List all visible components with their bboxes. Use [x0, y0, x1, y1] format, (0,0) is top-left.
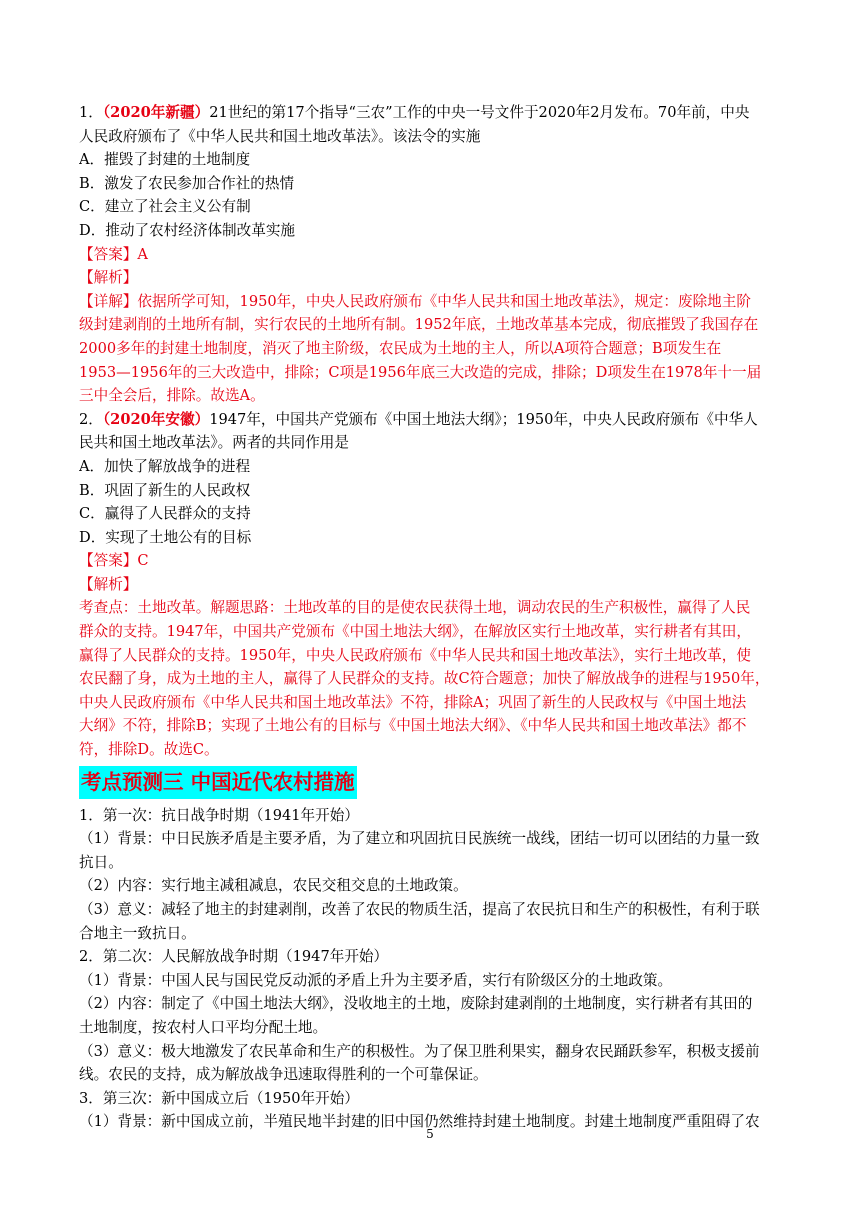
- section-line: （1）背景：中国人民与国民党反动派的矛盾上升为主要矛盾，实行有阶级区分的土地政策。: [79, 971, 673, 989]
- q2-detail-line: 大纲》不符，排除B；实现了土地公有的目标与《中国土地法大纲》、《中华人民共和国土地改革法》都不: [79, 717, 747, 735]
- section-line: （1）背景：新中国成立前，半殖民地半封建的旧中国仍然维持封建土地制度。封建土地制度严重阻碍了农: [79, 1113, 760, 1131]
- q1-detail-line: 1953—1956年的三大改造中，排除；C项是1956年底三大改造的完成，排除；D项发生在1978年十一届: [79, 363, 762, 381]
- section-line: （3）意义：极大地激发了农民革命和生产的积极性。为了保卫胜利果实，翻身农民踊跃参军，积极支援前: [79, 1042, 760, 1060]
- q2-stem-text: 1947年，中国共产党颁布《中国土地法大纲》；1950年，中央人民政府颁布《中华人: [209, 410, 758, 428]
- q2-option-c: C．赢得了人民群众的支持: [79, 505, 251, 523]
- page-content: [79, 101, 785, 1134]
- q2-number: 2．: [79, 410, 103, 428]
- q1-option-a: A．摧毁了封建的土地制度: [79, 151, 251, 169]
- section-line: （3）意义：减轻了地主的封建剥削，改善了农民的物质生活，提高了农民抗日和生产的积极性，有利于联: [79, 901, 760, 918]
- page-number: 5: [426, 1127, 434, 1141]
- q2-detail-line: 中央人民政府颁布《中华人民共和国土地改革法》不符，排除A；巩固了新生的人民政权与《中国土地法: [79, 693, 747, 711]
- section-line: 土地制度，按农村人口平均分配土地。: [79, 1018, 328, 1036]
- q1-detail-line: 【详解】依据所学可知，1950年，中央人民政府颁布《中华人民共和国土地改革法》，规定：废除地主阶: [79, 292, 751, 310]
- section-line: 抗日。: [79, 853, 123, 871]
- section-line: （2）内容：制定了《中国土地法大纲》，没收地主的土地，废除封建剥削的土地制度，实行耕者有其田的: [79, 995, 753, 1013]
- q1-option-c: C．建立了社会主义公有制: [79, 198, 251, 216]
- section-heading-row: [79, 764, 785, 802]
- q2-answer: 【答案】C: [79, 552, 149, 570]
- section-line: 2．第二次：人民解放战争时期（1947年开始）: [79, 948, 389, 966]
- q1-detail-line: 2000多年的封建土地制度，消灭了地主阶级，农民成为土地的主人，所以A项符合题意；B项发生在: [79, 339, 722, 357]
- q2-detail-line: 农民翻了身，成为土地的主人，赢得了人民群众的支持。故C符合题意；加快了解放战争的进程与1950年，: [79, 670, 770, 688]
- q2-option-a: A．加快了解放战争的进程: [79, 457, 251, 475]
- q1-stem-line-1: [79, 101, 785, 125]
- q2-option-b: B．巩固了新生的人民政权: [79, 481, 251, 499]
- section-line: 合地主一致抗日。: [79, 924, 196, 942]
- q2-stem-line-1: [79, 408, 785, 432]
- section-line: （2）内容：实行地主减租减息，农民交租交息的土地政策。: [79, 877, 468, 895]
- q2-detail-line: 考查点：土地改革。解题思路：土地改革的目的是使农民获得土地，调动农民的生产积极性，赢得了人民: [79, 599, 751, 617]
- q1-detail-line: 三中全会后，排除。故选A。: [79, 387, 265, 405]
- section-line: 1．第一次：抗日战争时期（1941年开始）: [79, 806, 359, 824]
- q1-analysis-label: 【解析】: [79, 269, 138, 287]
- q2-detail-line: 群众的支持。1947年，中国共产党颁布《中国土地法大纲》，在解放区实行土地改革，实行耕者有其田，: [79, 623, 751, 641]
- q1-option-b: B．激发了农民参加合作社的热情: [79, 174, 295, 192]
- q1-detail-line: 级封建剥削的土地所有制，实行农民的土地所有制。1952年底，土地改革基本完成，彻底摧毁了我国存在: [79, 316, 759, 334]
- q1-source: （2020年新疆）: [102, 104, 210, 121]
- q2-detail-line: 赢得了人民群众的支持。1950年，中央人民政府颁布《中华人民共和国土地改革法》，实行土地改革，使: [79, 646, 751, 664]
- q1-answer: 【答案】A: [79, 245, 148, 263]
- q2-source: （2020年安徽）: [102, 410, 210, 428]
- section-heading: 考点预测三 中国近代农村措施: [79, 766, 357, 799]
- q1-stem-text: 21世纪的第17个指导“三农”工作的中央一号文件于2020年2月发布。70年前，中央: [209, 104, 750, 121]
- q1-option-d: D．推动了农村经济体制改革实施: [79, 221, 296, 239]
- q2-analysis-label: 【解析】: [79, 575, 138, 593]
- section-line: 线。农民的支持，成为解放战争迅速取得胜利的一个可靠保证。: [79, 1066, 488, 1084]
- section-line: 3．第三次：新中国成立后（1950年开始）: [79, 1089, 359, 1107]
- q2-detail-line: 符，排除D。故选C。: [79, 741, 219, 759]
- q2-option-d: D．实现了土地公有的目标: [79, 528, 252, 546]
- q1-stem-line-2: 人民政府颁布了《中华人民共和国土地改革法》。该法令的实施: [79, 127, 481, 145]
- section-line: （1）背景：中日民族矛盾是主要矛盾，为了建立和巩固抗日民族统一战线，团结一切可以团结的力量一致: [79, 830, 760, 848]
- q2-stem-line-2: 民共和国土地改革法》。两者的共同作用是: [79, 434, 349, 452]
- q1-number: 1．: [79, 104, 103, 121]
